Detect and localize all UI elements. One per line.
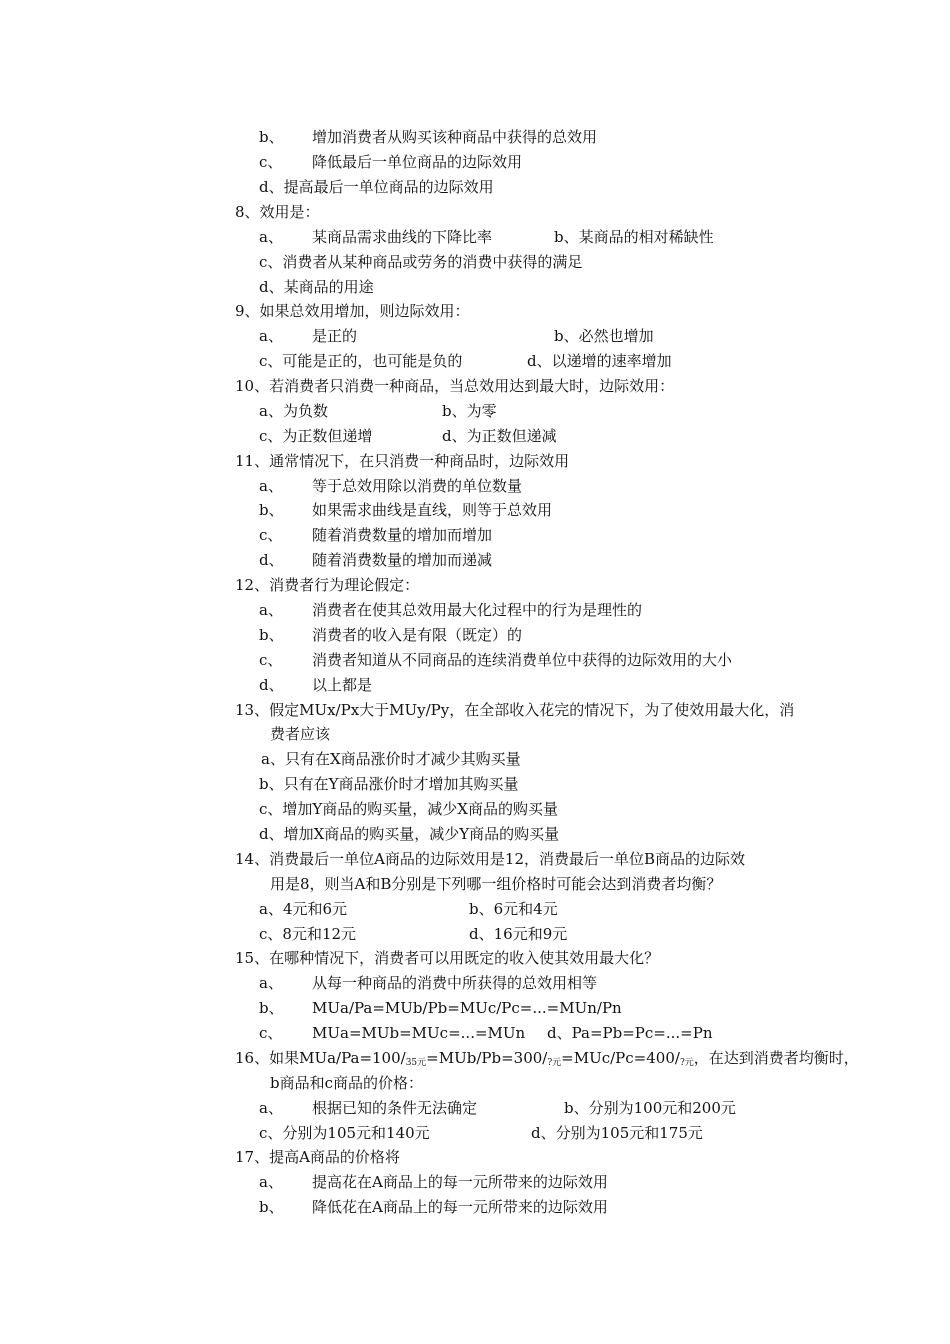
option-label: d、	[259, 551, 284, 569]
option-text-col2: d、为正数但递减	[442, 427, 557, 445]
option-line	[259, 500, 552, 520]
option-text-col2: d、16元和9元	[469, 925, 568, 943]
option-text-col2: d、Pa=Pb=Pc=...=Pn	[547, 1024, 713, 1042]
option-text: 随着消费数量的增加而增加	[312, 526, 493, 544]
option-text: 消费者在使其总效用最大化过程中的行为是理性的	[312, 601, 643, 619]
option-line	[259, 326, 859, 346]
question-line	[235, 849, 745, 869]
question-text: 13、假定MUx/Px大于MUy/Py，在全部收入花完的情况下，为了使效用最大化，消	[235, 701, 795, 719]
option-line	[259, 650, 732, 670]
option-line	[259, 998, 622, 1018]
option-text-col2: d、以递增的速率增加	[527, 352, 672, 370]
question-line-continued	[270, 874, 721, 894]
option-line	[259, 550, 492, 570]
question-text: 15、在哪种情况下，消费者可以用既定的收入使其效用最大化？	[235, 949, 660, 967]
option-label: a、	[259, 327, 283, 345]
option-line	[259, 127, 597, 147]
question-text: 16、如果MUa/Pa=100/	[235, 1049, 406, 1067]
option-text: 以上都是	[312, 676, 373, 694]
option-label: b、	[259, 999, 284, 1017]
option-line	[259, 1123, 859, 1143]
option-text: 随着消费数量的增加而递减	[312, 551, 493, 569]
option-line	[259, 351, 859, 371]
option-text: 消费者的收入是有限（既定）的	[312, 626, 523, 644]
option-line	[259, 252, 582, 272]
option-text: 消费者知道从不同商品的连续消费单位中获得的边际效用的大小	[312, 651, 733, 669]
option-label: c、	[259, 153, 283, 171]
option-line	[259, 600, 642, 620]
option-text: c、为正数但递增	[259, 427, 373, 445]
subscript: ?元	[547, 1058, 562, 1068]
option-line	[259, 177, 494, 197]
question-text: 11、通常情况下，在只消费一种商品时，边际效用	[235, 452, 570, 470]
option-line	[259, 799, 558, 819]
option-line	[259, 625, 522, 645]
question-line	[235, 451, 569, 471]
option-line	[259, 277, 374, 297]
option-text-col2: b、某商品的相对稀缺性	[554, 228, 714, 246]
option-label: a、	[259, 228, 283, 246]
option-line	[259, 675, 372, 695]
option-text: 某商品需求曲线的下降比率	[312, 228, 493, 246]
question-line-continued	[270, 724, 330, 744]
option-line	[259, 1023, 859, 1043]
option-line	[259, 525, 492, 545]
option-text: MUa=MUb=MUc=...=MUn	[312, 1024, 526, 1042]
option-line	[259, 227, 859, 247]
option-text: 降低花在A商品上的每一元所带来的边际效用	[312, 1198, 608, 1216]
option-line	[261, 749, 521, 769]
option-line	[259, 426, 859, 446]
subscript: ?元	[679, 1058, 694, 1068]
option-text: b、只有在Y商品涨价时才增加其购买量	[259, 775, 519, 793]
question-line	[235, 376, 674, 396]
question-line	[235, 202, 320, 222]
question-line	[235, 1048, 859, 1073]
option-label: b、	[259, 128, 284, 146]
question-line-continued	[270, 1073, 423, 1093]
option-label: a、	[259, 1099, 283, 1117]
option-label: b、	[259, 626, 284, 644]
option-text: c、分别为105元和140元	[259, 1124, 430, 1142]
option-text: 等于总效用除以消费的单位数量	[312, 477, 523, 495]
option-text: MUa/Pa=MUb/Pb=MUc/Pc=...=MUn/Pn	[312, 999, 622, 1017]
option-text: c、增加Y商品的购买量，减少X商品的购买量	[259, 800, 558, 818]
option-text: 根据已知的条件无法确定	[312, 1099, 478, 1117]
option-line	[259, 401, 859, 421]
option-label: c、	[259, 1024, 283, 1042]
option-line	[259, 1172, 608, 1192]
option-line	[259, 1098, 859, 1118]
question-line	[235, 700, 794, 720]
option-label: a、	[259, 477, 283, 495]
option-line	[259, 924, 859, 944]
option-line	[259, 1197, 608, 1217]
option-text: 如果需求曲线是直线，则等于总效用	[312, 501, 553, 519]
option-label: b、	[259, 501, 284, 519]
option-line	[259, 774, 519, 794]
question-line	[235, 575, 419, 595]
option-text-col2: b、6元和4元	[469, 900, 558, 918]
question-line	[235, 301, 470, 321]
option-text-col2: b、必然也增加	[554, 327, 654, 345]
option-text: a、为负数	[259, 402, 328, 420]
option-line	[259, 824, 559, 844]
option-text-col2: b、为零	[442, 402, 497, 420]
question-text: ，在达到消费者均衡时，	[693, 1049, 859, 1067]
option-text: 增加消费者从购买该种商品中获得的总效用	[312, 128, 598, 146]
option-text-col2: b、分别为100元和200元	[564, 1099, 736, 1117]
option-label: c、	[259, 651, 283, 669]
question-text: =MUc/Pc=400/	[561, 1049, 680, 1067]
option-text: d、某商品的用途	[259, 278, 374, 296]
option-label: d、	[259, 676, 284, 694]
option-text: c、消费者从某种商品或劳务的消费中获得的满足	[259, 253, 583, 271]
question-text: b商品和c商品的价格：	[270, 1074, 424, 1092]
option-line	[259, 152, 522, 172]
question-text: =MUb/Pb=300/	[426, 1049, 548, 1067]
option-text: 是正的	[312, 327, 358, 345]
question-text: 8、效用是：	[235, 203, 320, 221]
option-text: 提高花在A商品上的每一元所带来的边际效用	[312, 1173, 608, 1191]
option-label: a、	[259, 601, 283, 619]
question-text: 14、消费最后一单位A商品的边际效用是12，消费最后一单位B商品的边际效	[235, 850, 746, 868]
option-line	[259, 476, 522, 496]
question-line	[235, 1147, 400, 1167]
question-text: 用是8，则当A和B分别是下列哪一组价格时可能会达到消费者均衡？	[270, 875, 722, 893]
option-text: a、4元和6元	[259, 900, 348, 918]
option-text: 降低最后一单位商品的边际效用	[312, 153, 523, 171]
subscript: 35元	[405, 1058, 427, 1068]
option-line	[259, 973, 597, 993]
option-label: c、	[259, 526, 283, 544]
option-text: 从每一种商品的消费中所获得的总效用相等	[312, 974, 598, 992]
question-text: 10、若消费者只消费一种商品，当总效用达到最大时，边际效用：	[235, 377, 675, 395]
question-line	[235, 948, 659, 968]
question-text: 12、消费者行为理论假定：	[235, 576, 420, 594]
option-text: d、提高最后一单位商品的边际效用	[259, 178, 494, 196]
question-text: 9、如果总效用增加，则边际效用：	[235, 302, 470, 320]
option-line	[259, 899, 859, 919]
option-label: a、	[259, 974, 283, 992]
option-text: c、可能是正的，也可能是负的	[259, 352, 463, 370]
option-text: d、增加X商品的购买量，减少Y商品的购买量	[259, 825, 560, 843]
option-text: a、只有在X商品涨价时才减少其购买量	[261, 750, 521, 768]
option-label: b、	[259, 1198, 284, 1216]
option-text-col2: d、分别为105元和175元	[531, 1124, 703, 1142]
question-text: 17、提高A商品的价格将	[235, 1148, 400, 1166]
option-label: a、	[259, 1173, 283, 1191]
option-text: c、8元和12元	[259, 925, 357, 943]
question-text: 费者应该	[270, 725, 331, 743]
